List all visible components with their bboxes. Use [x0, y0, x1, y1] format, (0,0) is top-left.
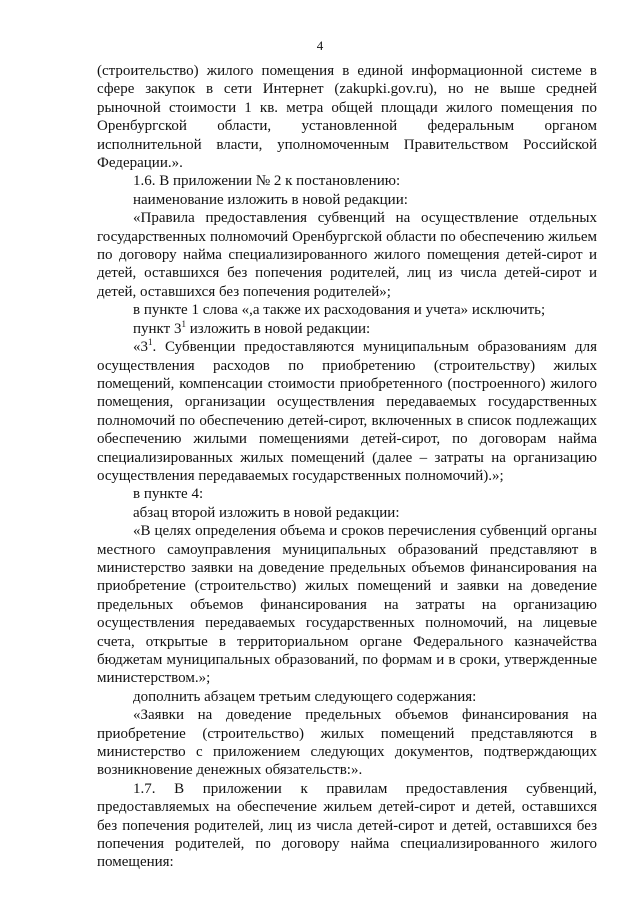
paragraph-continuation: (строительство) жилого помещения в единой информационной системе в сфере закупок в сети Интернет (zakupki.gov.ru), но не выше средней рыночной стоимости 1 кв. метра общей площади жилого помещения по Оренбургской области, установленной федеральным органом исполнительной власти, уполномоченным Правительством Российской Федерации.». — [97, 63, 597, 172]
document-body — [97, 62, 597, 872]
paragraph-point-3-1: пункт $3^1$ изложить в новой редакции: — [133, 318, 371, 337]
paragraph-item-1-7: 1.7. В приложении к правилам предоставления субвенций, предоставляемых на обеспечение жильем детей-сирот и детей, оставшихся без попечения родителей, лиц из числа детей-сирот и детей, оставшихся без попечения родителей, по договору найма специализированного жилого помещения: — [97, 780, 597, 871]
page-number: 4 — [316, 38, 324, 53]
paragraph-second-abzac: абзац второй изложить в новой редакции: — [133, 504, 400, 521]
paragraph-item-1-6: 1.6. В приложении № 2 к постановлению: — [133, 173, 401, 190]
paragraph-title-change: наименование изложить в новой редакции: — [133, 191, 408, 208]
paragraph-third-abzac-text: «Заявки на доведение предельных объемов финансирования на приобретение (строительство) жилых помещений представляются в министерство с приложением следующих документов, подтверждающих возникновение денежных обязательств:». — [97, 707, 597, 779]
paragraph-point-3-1-text: «$3^1$. Субвенции предоставляются муниципальным образованиям для осуществления расходов по приобретению (строительству) жилых помещений, компенсации стоимости приобретенного (построенного) жилого помещения, организации осуществления передаваемых государственных полномочий по обеспечению детей-сирот, включенных в список подлежащих обеспечению жилыми помещениями детей-сирот, по договорам найма специализированных жилых помещений (далее – затраты на организацию осуществления передаваемых государственных полномочий).»; — [97, 337, 597, 484]
paragraph-point-1: в пункте 1 слова «,а также их расходования и учета» исключить; — [133, 302, 546, 319]
paragraph-point-4: в пункте 4: — [133, 486, 204, 503]
paragraph-second-abzac-text: «В целях определения объема и сроков перечисления субвенций органы местного самоуправления муниципальных образований представляют в министерство заявки на доведение предельных объемов финансирования на приобретение (строительство) жилых помещений и заявки на доведение предельных объемов финансирования на затраты на организацию осуществления передаваемых государственных полномочий, на лицевые счета, открытые в территориальном органе Федерального казначейства бюджетам муниципальных образований, по формам и в сроки, утвержденные министерством.»; — [97, 523, 597, 687]
paragraph-new-title: «Правила предоставления субвенций на осуществление отдельных государственных полномочий Оренбургской области по обеспечению жильем по договору найма специализированного жилого помещения детей-сирот и детей, оставшихся без попечения родителей, лиц из числа детей-сирот и детей, оставшихся без попечения родителей»; — [97, 210, 597, 300]
paragraph-third-abzac: дополнить абзацем третьим следующего содержания: — [133, 688, 477, 705]
